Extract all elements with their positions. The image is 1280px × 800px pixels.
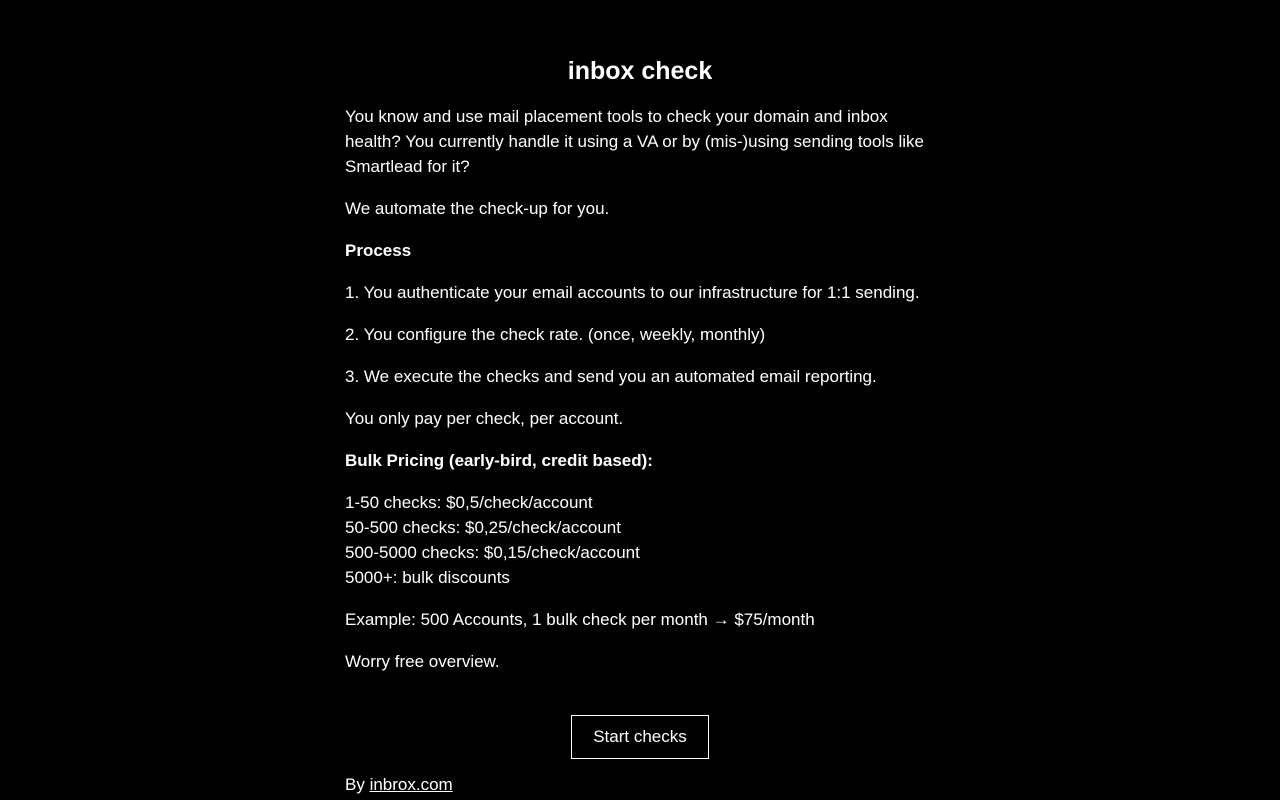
pricing-tier: 500-5000 checks: $0,15/check/account: [345, 543, 640, 562]
page-title: inbox check: [567, 57, 713, 85]
pricing-tier: 50-500 checks: $0,25/check/account: [345, 518, 621, 537]
footer-link[interactable]: inbrox.com: [369, 775, 453, 794]
intro-paragraph: You know and use mail placement tools to check your domain and inbox health? You currently handle it using a VA or by (mis-)using sending tools like Smartlead for it?: [345, 107, 924, 176]
start-checks-button[interactable]: Start checks: [571, 715, 709, 759]
process-step-1: 1. You authenticate your email accounts to our infrastructure for 1:1 sending.: [345, 283, 920, 302]
pricing-tier: 5000+: bulk discounts: [345, 568, 510, 587]
process-heading: Process: [345, 241, 412, 260]
example-paragraph: Example: 500 Accounts, 1 bulk check per month → $75/month: [345, 610, 815, 629]
footer-prefix: By: [345, 775, 370, 794]
footer: [345, 772, 453, 797]
automate-paragraph: We automate the check-up for you.: [345, 199, 610, 218]
pricing-list: [345, 490, 935, 590]
main-content: [345, 104, 935, 691]
worry-free-paragraph: Worry free overview.: [345, 652, 500, 671]
process-step-2: 2. You configure the check rate. (once, weekly, monthly): [345, 325, 766, 344]
pricing-tier: 1-50 checks: $0,5/check/account: [345, 493, 593, 512]
pricing-heading: Bulk Pricing (early-bird, credit based):: [345, 451, 653, 470]
pay-note: You only pay per check, per account.: [345, 409, 624, 428]
process-step-3: 3. We execute the checks and send you an automated email reporting.: [345, 367, 877, 386]
cta-container: [0, 715, 1280, 759]
